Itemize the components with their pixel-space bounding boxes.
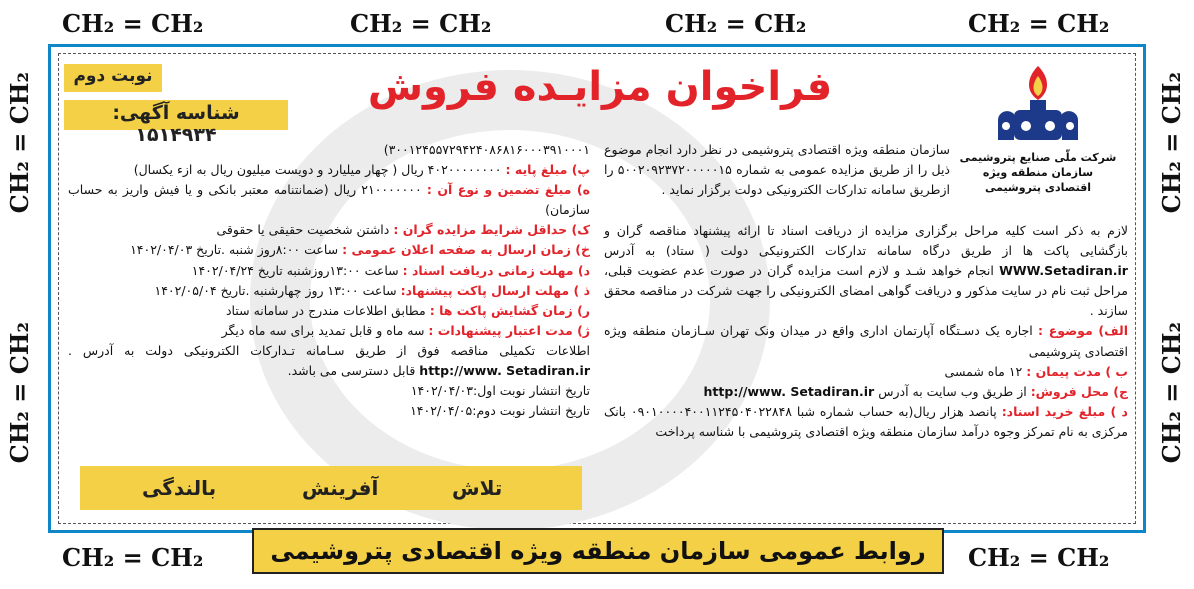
right-column: [604, 221, 1128, 442]
slogan-creation: آفرینش: [302, 476, 379, 500]
company-name-main: شرکت ملّی صنایع پتروشیمی: [959, 151, 1117, 164]
border-formula-bottom: CH₂ = CH₂: [968, 543, 1110, 572]
slogan-growth: بالندگی: [142, 476, 217, 500]
company-name: [958, 150, 1118, 195]
process-text: لازم به ذکر است کلیه مراحل برگزاری مزایده از دریافت اسناد تا ارائه پیشنهاد مناقصه گران و بازگشایی پاکت ها از طریق درگاه سامانه تدارکات الکترونیکی دولت ( ستاد) به آدرس: [604, 223, 1128, 259]
guarantee-item: [68, 180, 590, 220]
validity-item: [68, 321, 590, 341]
subject-text: اجاره یک دسـتگاه آپارتمان اداری واقع در میدان ونک تهران سـازمان منطقه ویژه اقتصادی پتروشیمی: [604, 323, 1128, 359]
send-time-label: خ) زمان ارسال به صفحه اعلان عمومی :: [342, 242, 590, 258]
opening-label: ر) زمان گشایش پاکت ها :: [429, 302, 590, 318]
place-item: [604, 382, 1128, 402]
footer-banner: روابط عمومی سازمان منطقه ویژه اقتصادی پتروشیمی: [252, 528, 944, 574]
docs-deadline-text: ساعت ۱۳:۰۰روزشنبه تاریخ ۱۴۰۲/۰۴/۲۴: [191, 262, 399, 278]
left-column: [68, 140, 590, 421]
validity-label: ژ) مدت اعتبار پیشنهادات :: [428, 322, 590, 338]
slogan-effort: تلاش: [452, 476, 503, 500]
guarantee-text: ۲۱۰۰۰۰۰۰۰ ریال (ضمانتنامه معتبر بانکی و یا فیش واریز به حساب سازمان): [68, 182, 590, 218]
border-formula-top: CH₂ = CH₂: [62, 9, 204, 38]
page-title: فراخوان مزایـده فروش: [367, 64, 833, 110]
min-conditions-text: داشتن شخصیت حقیقی یا حقوقی: [216, 222, 390, 238]
subject-item: [604, 321, 1128, 361]
opening-item: [68, 301, 590, 321]
company-name-sub: سازمان منطقه ویژه اقتصادی پتروشیمی: [982, 166, 1094, 194]
nipc-logo-icon: [990, 62, 1086, 146]
border-formula-left: CH₂ = CH₂: [5, 322, 34, 464]
place-link[interactable]: http://www. Setadiran.ir: [703, 383, 875, 399]
price-item: [604, 402, 1128, 442]
border-formula-left: CH₂ = CH₂: [5, 72, 34, 214]
first-publish-date: تاریخ انتشار نوبت اول:۱۴۰۲/۰۴/۰۳: [410, 383, 590, 399]
ad-id-badge: شناسه آگهی: ۱۵۱۴۹۳۴: [64, 100, 288, 130]
border-formula-top: CH₂ = CH₂: [350, 9, 492, 38]
right-column-intro: [604, 140, 950, 200]
validity-text: سه ماه و قابل تمدید برای سه ماه دیگر: [221, 322, 425, 338]
border-formula-right: CH₂ = CH₂: [1157, 72, 1186, 214]
base-price-text: ۴۰۲۰۰۰۰۰۰۰۰ ریال ( چهار میلیارد و دویست میلیون ریال به ازء یکسال): [133, 162, 502, 178]
setadiran-link[interactable]: WWW.Setadiran.ir: [999, 263, 1128, 279]
send-time-text: ساعت ۸:۰۰روز شنبه .تاریخ ۱۴۰۲/۰۴/۰۳: [130, 242, 339, 258]
price-text: پانصد هزار ریال(به حساب شماره شبا ۰۹۰۱۰۰۰۰۴۰۰۱۱۲۴۵۰۴۰۲۲۸۴۸ بانک مرکزی به نام تمرکز وجوه درآمد سازمان منطقه ویژه اقتصادی پتروشیمی با شناسه پرداخت: [604, 403, 1128, 439]
subject-label: الف) موضوع :: [1038, 323, 1128, 339]
border-formula-bottom: CH₂ = CH₂: [62, 543, 204, 572]
payment-id: ۳۰۰۱۲۴۵۵۷۲۹۴۲۴۰۸۶۸۱۶۰۰۰۳۹۱۰۰۰۱): [383, 142, 590, 157]
border-formula-right: CH₂ = CH₂: [1157, 322, 1186, 464]
base-price-label: پ) مبلغ پایه :: [505, 162, 590, 178]
guarantee-label: ه) مبلغ تضمین و نوع آن :: [426, 182, 590, 198]
price-label: د ) مبلغ خرید اسناد:: [1001, 403, 1128, 419]
info-link[interactable]: http://www. Setadiran.ir: [419, 363, 590, 379]
base-price-item: [68, 160, 590, 180]
duration-label: ب ) مدت پیمان :: [1026, 363, 1128, 379]
process-text-cont: انجام خواهد شـد و لازم است مزایده گران در صورت عدم عضویت قبلی، مراحل ثبت نام در سایت مذکور و دریافت گواهی امضای الکترونیکی را جهت شرکت در مناقصه محقق سازند .: [604, 263, 1128, 319]
docs-deadline-label: د) مهلت زمانی دریافت اسناد :: [402, 262, 590, 278]
second-publish-date: تاریخ انتشار نوبت دوم:۱۴۰۲/۰۴/۰۵: [410, 403, 590, 419]
info-item: [68, 341, 590, 381]
bid-deadline-text: ساعت ۱۳:۰۰ روز چهارشنبه .تاریخ ۱۴۰۲/۰۵/۰۴: [154, 282, 397, 298]
duration-item: [604, 362, 1128, 382]
border-formula-top: CH₂ = CH₂: [968, 9, 1110, 38]
docs-deadline-item: [68, 261, 590, 281]
info-post: قابل دسترسی می باشد.: [287, 363, 416, 379]
min-conditions-item: [68, 220, 590, 240]
round-badge: نوبت دوم: [64, 64, 162, 92]
place-text: از طریق وب سایت به آدرس: [878, 383, 1027, 399]
process-paragraph: [604, 221, 1128, 321]
send-time-item: [68, 240, 590, 260]
info-text: اطلاعات تکمیلی مناقصه فوق از طریق سـامانه تـدارکات الکترونیکی دولت به آدرس .: [68, 342, 590, 358]
bid-deadline-item: [68, 281, 590, 301]
bid-deadline-label: ذ ) مهلت ارسال پاکت پیشنهاد:: [400, 282, 590, 298]
min-conditions-label: ک) حداقل شرایط مزایده گران :: [393, 222, 590, 238]
opening-text: مطابق اطلاعات مندرج در سامانه ستاد: [225, 302, 426, 318]
place-label: ج) محل فروش:: [1030, 383, 1128, 399]
duration-text: ۱۲ ماه شمسی: [944, 363, 1023, 379]
intro-paragraph: سازمان منطقه ویژه اقتصادی پتروشیمی در نظر دارد انجام موضوع ذیل را از طریق مزایده عمومی به شماره ۵۰۰۲۰۹۲۳۷۲۰۰۰۰۰۱۵ را ازطریق سامانه تدارکات الکترونیکی دولت برگزار نماید .: [604, 142, 950, 198]
border-formula-top: CH₂ = CH₂: [665, 9, 807, 38]
